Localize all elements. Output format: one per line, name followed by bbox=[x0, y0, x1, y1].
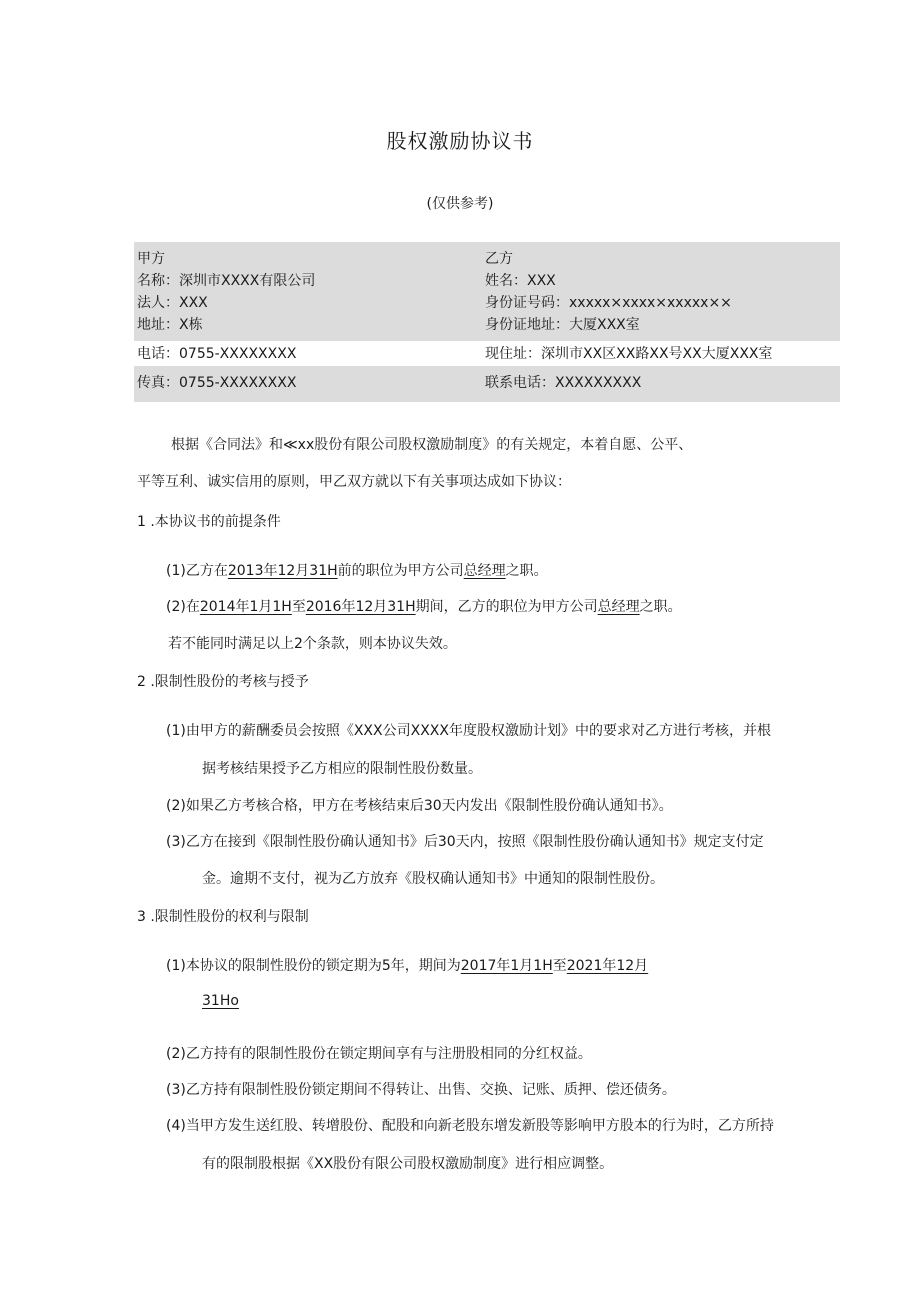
intro-line-2: 平等互利、诚实信用的原则，甲乙双方就以下有关事项达成如下协议： bbox=[137, 474, 571, 490]
party-a-address: 地址：X栋 bbox=[137, 317, 203, 333]
s1-item1-date: 2013年12月31H bbox=[227, 563, 338, 579]
party-a-name: 名称：深圳市XXXX有限公司 bbox=[137, 273, 316, 289]
party-b-id-address: 身份证地址：大厦XXX室 bbox=[485, 317, 640, 333]
s1-item2-to: 至 bbox=[291, 599, 306, 615]
s1-item2-mid: 期间，乙方的职位为甲方公司 bbox=[415, 599, 598, 615]
party-b-label: 乙方 bbox=[485, 251, 513, 267]
section-1-item-1 bbox=[166, 560, 548, 580]
document-title: 股权激励协议书 bbox=[386, 129, 534, 153]
party-b-current-address: 现住址：深圳市XX区XX路XX号XX大厦XXX室 bbox=[485, 346, 773, 362]
s3-item1-end-date-cont: 31Ho bbox=[202, 993, 239, 1009]
party-b-id-number: 身份证号码：xxxxx×xxxx×xxxxx×× bbox=[485, 295, 732, 311]
party-info-table bbox=[134, 242, 840, 402]
party-a-label: 甲方 bbox=[137, 251, 165, 267]
section-1-note: 若不能同时满足以上2个条款，则本协议失效。 bbox=[168, 636, 457, 652]
party-a-legal-rep: 法人：XXX bbox=[137, 295, 208, 311]
document-subtitle: (仅供参考) bbox=[426, 196, 494, 212]
s3-item1-start-date: 2017年1月1H bbox=[460, 958, 553, 974]
party-row-fax bbox=[134, 366, 840, 402]
party-a-fax: 传真：0755-XXXXXXXX bbox=[137, 375, 297, 391]
s1-item2-end-date: 2016年12月31H bbox=[305, 599, 416, 615]
s1-item1-suffix: 之职。 bbox=[505, 563, 548, 579]
section-1-heading: 1 .本协议书的前提条件 bbox=[137, 514, 281, 530]
section-2-item-3-line-2: 金。逾期不支付，视为乙方放弃《股权确认通知书》中通知的限制性股份。 bbox=[202, 871, 664, 887]
section-1-item-2 bbox=[166, 596, 682, 616]
s1-item1-prefix: (1)乙方在 bbox=[166, 563, 228, 579]
section-2-heading: 2 .限制性股份的考核与授予 bbox=[137, 674, 309, 690]
section-3-item-3: (3)乙方持有限制性股份锁定期间不得转让、出售、交换、记账、质押、偿还债务。 bbox=[166, 1082, 676, 1098]
section-3-item-2: (2)乙方持有的限制性股份在锁定期间享有与注册股相同的分红权益。 bbox=[166, 1046, 592, 1062]
section-2-item-3-line-1: (3)乙方在接到《限制性股份确认通知书》后30天内，按照《限制性股份确认通知书》规定支付定 bbox=[166, 834, 764, 850]
s3-item1-end-date: 2021年12月 bbox=[566, 958, 649, 974]
party-a-phone: 电话：0755-XXXXXXXX bbox=[137, 346, 297, 362]
s1-item2-start-date: 2014年1月1H bbox=[199, 599, 292, 615]
section-2-item-1-line-2: 据考核结果授予乙方相应的限制性股份数量。 bbox=[202, 761, 482, 777]
party-b-contact-phone: 联系电话：XXXXXXXXX bbox=[485, 375, 642, 391]
section-2-item-2: (2)如果乙方考核合格，甲方在考核结束后30天内发出《限制性股份确认通知书》。 bbox=[166, 798, 673, 814]
intro-line-1: 根据《合同法》和≪xx股份有限公司股权激励制度》的有关规定，本着自愿、公平、 bbox=[171, 437, 693, 453]
party-block-main bbox=[134, 242, 840, 341]
s3-item1-prefix: (1)本协议的限制性股份的锁定期为5年，期间为 bbox=[166, 958, 461, 974]
section-2-item-1-line-1: (1)由甲方的薪酬委员会按照《XXX公司XXXX年度股权激励计划》中的要求对乙方进行考核，并根 bbox=[166, 723, 771, 739]
section-3-item-4-line-1: (4)当甲方发生送红股、转增股份、配股和向新老股东增发新股等影响甲方股本的行为时，乙方所持 bbox=[166, 1118, 774, 1134]
section-3-item-4-line-2: 有的限制股根据《XX股份有限公司股权激励制度》进行相应调整。 bbox=[202, 1156, 614, 1172]
s1-item1-position: 总经理 bbox=[463, 563, 506, 579]
party-row-phone bbox=[134, 341, 840, 366]
s1-item2-position: 总经理 bbox=[597, 599, 640, 615]
section-3-item-1-line-2 bbox=[202, 993, 239, 1009]
s3-item1-to: 至 bbox=[552, 958, 567, 974]
section-3-heading: 3 .限制性股份的权利与限制 bbox=[137, 909, 309, 925]
section-3-item-1-line-1 bbox=[166, 955, 648, 975]
party-b-name: 姓名：XXX bbox=[485, 273, 556, 289]
s1-item2-suffix: 之职。 bbox=[639, 599, 682, 615]
s1-item2-prefix: (2)在 bbox=[166, 599, 200, 615]
s1-item1-mid: 前的职位为甲方公司 bbox=[337, 563, 464, 579]
